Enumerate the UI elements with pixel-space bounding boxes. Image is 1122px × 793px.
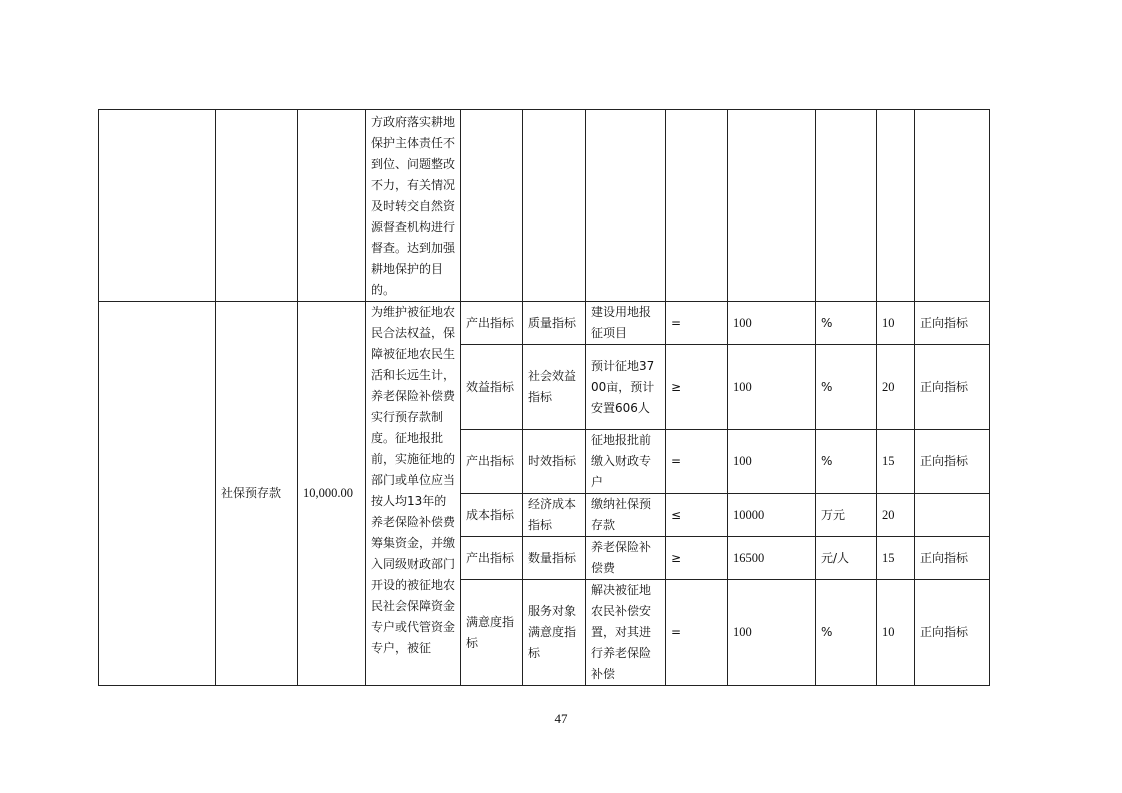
cell-empty (461, 110, 523, 302)
indicator-direction: 正向指标 (915, 580, 990, 686)
indicator-unit: % (816, 430, 877, 494)
indicator-unit: 元/人 (816, 537, 877, 580)
indicator-target: 10000 (728, 494, 816, 537)
indicator-level1: 产出指标 (461, 537, 523, 580)
indicator-direction (915, 494, 990, 537)
table-row (99, 110, 990, 302)
indicator-level3: 建设用地报征项目 (586, 302, 666, 345)
performance-table (98, 109, 990, 686)
indicator-unit: % (816, 302, 877, 345)
indicator-target: 16500 (728, 537, 816, 580)
indicator-level1: 效益指标 (461, 345, 523, 430)
indicator-weight: 10 (877, 580, 915, 686)
indicator-level2: 数量指标 (523, 537, 586, 580)
indicator-operator: = (666, 580, 728, 686)
indicator-direction: 正向指标 (915, 345, 990, 430)
page-number: 47 (554, 711, 568, 726)
indicator-level1: 产出指标 (461, 302, 523, 345)
indicator-weight: 15 (877, 537, 915, 580)
cell-empty (816, 110, 877, 302)
indicator-level3: 预计征地3700亩，预计安置606人 (586, 345, 666, 430)
indicator-level3: 解决被征地农民补偿安置，对其进行养老保险补偿 (586, 580, 666, 686)
cell-empty (99, 302, 216, 686)
indicator-operator: ≥ (666, 537, 728, 580)
indicator-level2: 质量指标 (523, 302, 586, 345)
indicator-level2: 经济成本指标 (523, 494, 586, 537)
cell-empty (298, 110, 366, 302)
cell-empty (586, 110, 666, 302)
indicator-operator: = (666, 302, 728, 345)
cell-empty (523, 110, 586, 302)
indicator-level1: 成本指标 (461, 494, 523, 537)
indicator-operator: = (666, 430, 728, 494)
indicator-target: 100 (728, 430, 816, 494)
cell-empty (728, 110, 816, 302)
indicator-operator: ≥ (666, 345, 728, 430)
cell-empty (915, 110, 990, 302)
indicator-unit: % (816, 345, 877, 430)
indicator-target: 100 (728, 580, 816, 686)
indicator-operator: ≤ (666, 494, 728, 537)
indicator-level1: 满意度指标 (461, 580, 523, 686)
indicator-level2: 社会效益指标 (523, 345, 586, 430)
project-name: 社保预存款 (216, 302, 298, 686)
cell-empty (877, 110, 915, 302)
indicator-target: 100 (728, 345, 816, 430)
indicator-level1: 产出指标 (461, 430, 523, 494)
indicator-unit: % (816, 580, 877, 686)
indicator-level3: 养老保险补偿费 (586, 537, 666, 580)
indicator-unit: 万元 (816, 494, 877, 537)
indicator-direction: 正向指标 (915, 302, 990, 345)
indicator-target: 100 (728, 302, 816, 345)
indicator-level2: 服务对象满意度指标 (523, 580, 586, 686)
indicator-direction: 正向指标 (915, 430, 990, 494)
indicator-level3: 缴纳社保预存款 (586, 494, 666, 537)
cell-empty (216, 110, 298, 302)
indicator-level3: 征地报批前缴入财政专户 (586, 430, 666, 494)
continued-description: 方政府落实耕地保护主体责任不到位、问题整改不力，有关情况及时转交自然资源督查机构进行督查。达到加强耕地保护的目的。 (366, 110, 461, 302)
cell-empty (99, 110, 216, 302)
table-row (99, 302, 990, 345)
indicator-weight: 20 (877, 345, 915, 430)
indicator-level2: 时效指标 (523, 430, 586, 494)
indicator-weight: 20 (877, 494, 915, 537)
cell-empty (666, 110, 728, 302)
indicator-direction: 正向指标 (915, 537, 990, 580)
project-amount: 10,000.00 (298, 302, 366, 686)
indicator-weight: 10 (877, 302, 915, 345)
project-description: 为维护被征地农民合法权益，保障被征地农民生活和长远生计，养老保险补偿费实行预存款制度。征地报批前，实施征地的部门或单位应当按人均13年的养老保险补偿费筹集资金，并缴入同级财政部门开设的被征地农民社会保障资金专户或代管资金专户，被征 (366, 302, 461, 686)
indicator-weight: 15 (877, 430, 915, 494)
